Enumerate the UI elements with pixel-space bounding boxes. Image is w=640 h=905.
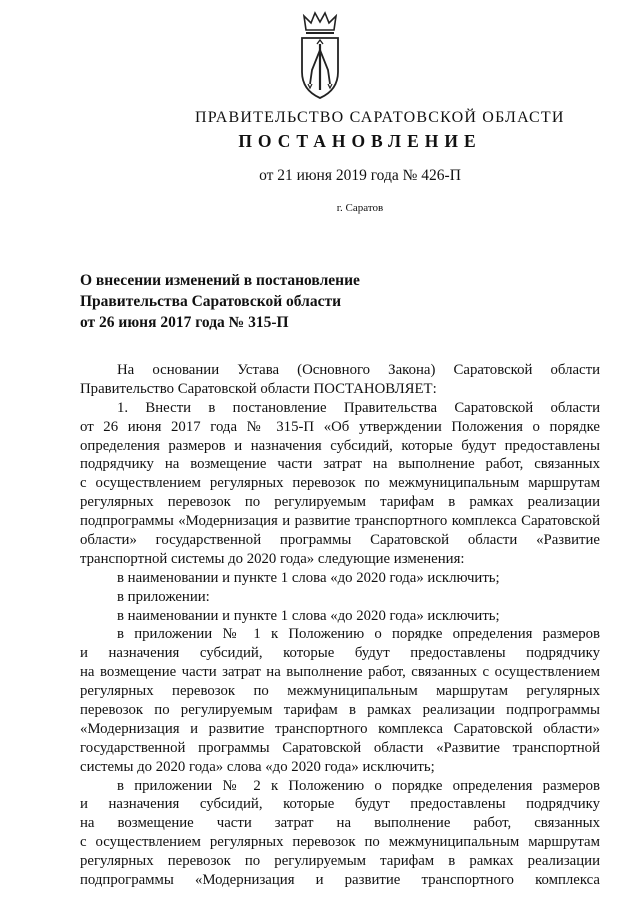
decree-subject xyxy=(80,270,360,333)
body-line: и назначения субсидий, которые будут предоставлены подрядчику xyxy=(80,645,600,662)
body-line: в приложении № 1 к Положению о порядке определения размеров xyxy=(117,626,600,643)
body-line: и назначения субсидий, которые будут предоставлены подрядчику xyxy=(80,796,600,813)
body-line: регулярных перевозок по регулируемым тарифам в рамках реализации xyxy=(80,853,600,870)
body-line: на возмещение части затрат на выполнение работ, связанных с осуществлением xyxy=(80,664,600,681)
decree-body xyxy=(80,361,600,890)
body-line: Правительство Саратовской области ПОСТАНОВЛЯЕТ: xyxy=(80,380,437,397)
decree-date-number: от 21 июня 2019 года № 426-П xyxy=(259,167,461,184)
body-line: регулярных перевозок по межмуниципальным маршрутам регулярных xyxy=(80,683,600,700)
body-line: «Модернизация и развитие транспортного комплекса Саратовской области» xyxy=(80,720,600,737)
body-line: подпрограммы «Модернизация и развитие транспортного комплекса xyxy=(80,872,600,889)
body-line: На основании Устава (Основного Закона) Саратовской области xyxy=(117,362,600,378)
government-name: ПРАВИТЕЛЬСТВО САРАТОВСКОЙ ОБЛАСТИ xyxy=(195,109,565,126)
body-line: с осуществлением регулярных перевозок по межмуниципальным маршрутам xyxy=(80,834,600,851)
body-line: регулярных перевозок по регулируемым тарифам в рамках реализации xyxy=(80,494,600,511)
body-line: от 26 июня 2017 года № 315-П «Об утверждении Положения о порядке xyxy=(80,418,600,435)
city-name: г. Саратов xyxy=(336,202,384,214)
saratov-coat-of-arms-icon xyxy=(296,10,344,102)
body-line: в наименовании и пункте 1 слова «до 2020 года» исключить; xyxy=(117,607,500,624)
body-line: на возмещение части затрат на выполнение работ, связанных xyxy=(80,815,600,832)
subject-line: Правительства Саратовской области xyxy=(80,293,341,310)
body-line: системы до 2020 года» слова «до 2020 года» исключить; xyxy=(80,758,435,775)
body-line: транспортной системы до 2020 года» следующие изменения: xyxy=(80,550,465,567)
body-line: с осуществлением регулярных перевозок по межмуниципальным маршрутам xyxy=(80,475,600,492)
document-type-title: ПОСТАНОВЛЕНИЕ xyxy=(238,131,482,151)
body-line: подпрограммы «Модернизация и развитие транспортного комплекса Саратовской xyxy=(80,513,600,530)
subject-line: О внесении изменений в постановление xyxy=(80,272,360,289)
subject-line: от 26 июня 2017 года № 315-П xyxy=(80,314,289,331)
body-line: в приложении № 2 к Положению о порядке определения размеров xyxy=(117,777,600,794)
body-line: в наименовании и пункте 1 слова «до 2020 года» исключить; xyxy=(117,569,500,586)
body-line: 1. Внести в постановление Правительства Саратовской области xyxy=(117,399,600,416)
body-line: подрядчику на возмещение части затрат на выполнение работ, связанных xyxy=(80,456,600,473)
body-line: определения размеров и назначения субсидий, которые будут предоставлены xyxy=(80,437,600,454)
body-line: перевозок по регулируемым тарифам в рамках реализации подпрограммы xyxy=(80,702,600,719)
body-line: области» государственной программы Саратовской области «Развитие xyxy=(80,532,600,549)
body-line: государственной программы Саратовской области «Развитие транспортной xyxy=(80,739,600,756)
body-line: в приложении: xyxy=(117,588,210,605)
